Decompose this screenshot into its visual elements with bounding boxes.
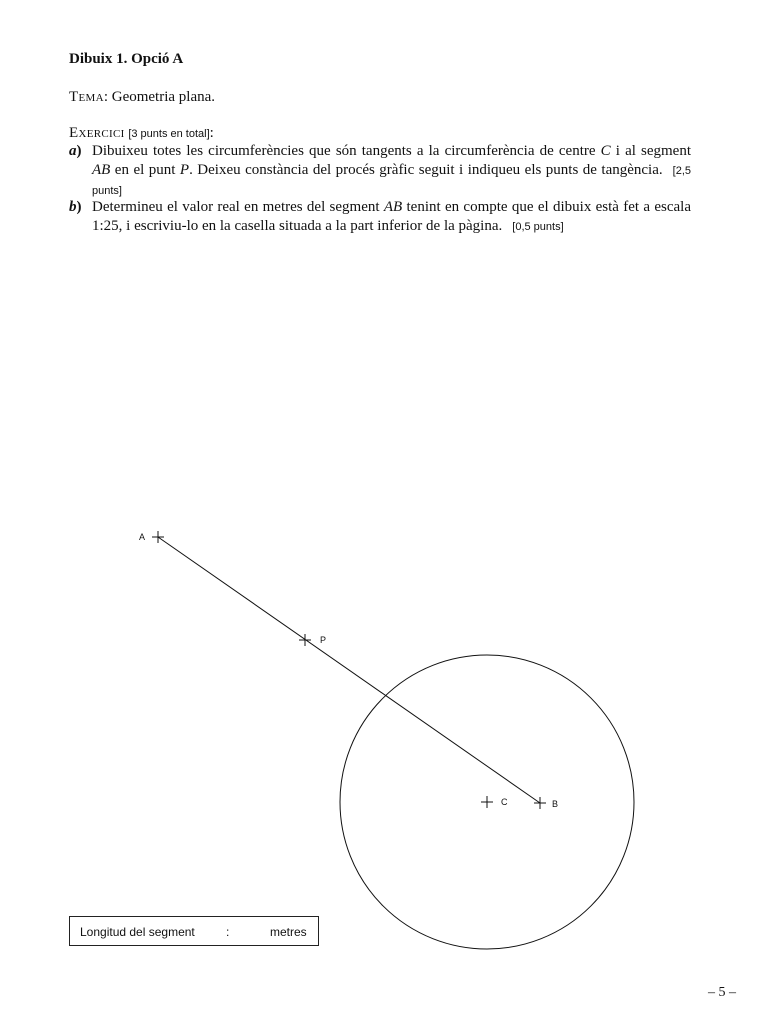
point-c-marker	[481, 796, 493, 808]
exercise-heading: Dibuix 1. Opció A	[69, 51, 184, 67]
question-b-points: [0,5 punts]	[512, 221, 564, 233]
answer-box-unit: metres	[270, 925, 307, 939]
exercici-points: [3 punts en total]	[128, 128, 210, 140]
question-b-text: Determineu el valor real en metres del segment AB tenint en compte que el dibuix està fet a escala 1:25, i escriviu-lo en la casella situada a la part inferior de la pàgina. [0,5 punts]	[92, 199, 691, 234]
point-b-label: B	[552, 799, 559, 809]
answer-box-label: Longitud del segment	[80, 925, 195, 939]
point-c-label: C	[501, 797, 508, 807]
question-a-letter: a)	[69, 143, 82, 159]
question-a-points: [2,5 punts]	[92, 165, 691, 197]
exercici-separator: :	[209, 125, 214, 141]
answer-box-colon: :	[226, 925, 230, 939]
point-a-label: A	[139, 532, 146, 542]
page-number: – 5 –	[708, 985, 736, 1000]
point-p-label: P	[320, 635, 327, 645]
question-b-letter: b)	[69, 199, 82, 215]
point-b-marker	[534, 797, 546, 809]
tema-value: Geometria plana.	[111, 89, 216, 105]
answer-box[interactable]	[69, 916, 319, 946]
segment-ab	[158, 537, 540, 803]
question-a-text: Dibuixeu totes les circumferències que són tangents a la circumferència de centre C i al segment AB en el punt P. Deixeu constància del procés gràfic seguit i indiqueu els punts de tangència. [2,5 punts]	[92, 143, 691, 197]
tema-separator: :	[103, 89, 108, 105]
tema-label: Tema	[69, 89, 104, 105]
point-p-marker	[299, 634, 311, 646]
point-a-marker	[152, 531, 164, 543]
exercici-label: Exercici	[69, 125, 125, 141]
